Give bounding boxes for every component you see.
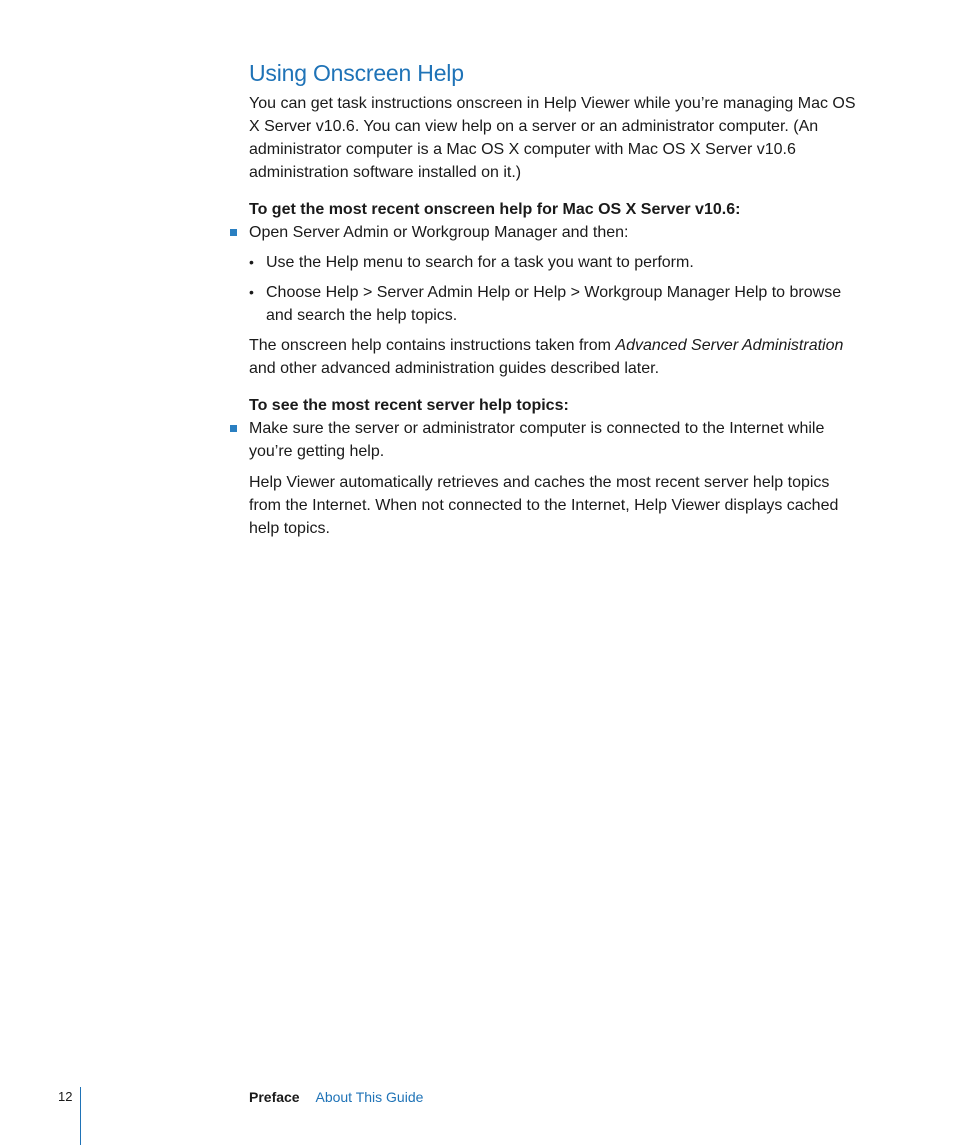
task-heading-onscreen-help: To get the most recent onscreen help for Mac OS X Server v10.6: xyxy=(249,201,741,218)
sub-step-list xyxy=(249,251,859,327)
onscreen-help-note xyxy=(249,334,859,380)
dot-bullet-icon: • xyxy=(249,284,254,300)
task-step-internet xyxy=(249,417,859,463)
footer-divider xyxy=(80,1087,81,1145)
list-item xyxy=(249,281,859,327)
page-content xyxy=(249,58,859,540)
footer-chapter xyxy=(249,1088,423,1106)
section-intro: You can get task instructions onscreen in Help Viewer while you’re managing Mac OS X Server v10.6. You can view help on a server or an administrator computer. (An administrator computer is a Mac OS X computer with Mac OS X Server v10.6 administration software installed on it.) xyxy=(249,95,856,181)
note-text-start: The onscreen help contains instructions taken from xyxy=(249,337,616,354)
square-bullet-icon xyxy=(230,425,237,432)
square-bullet-icon xyxy=(230,229,237,236)
section-title: Using Onscreen Help xyxy=(249,60,464,86)
task-step-open-apps xyxy=(249,221,859,244)
list-item-text: Choose Help > Server Admin Help or Help > Workgroup Manager Help to browse and search the help topics. xyxy=(266,284,842,324)
note-text-end: and other advanced administration guides described later. xyxy=(249,360,660,377)
footer-chapter-title: About This Guide xyxy=(315,1089,424,1105)
page-number: 12 xyxy=(58,1089,73,1104)
task-heading-help-topics: To see the most recent server help topics: xyxy=(249,397,569,414)
task-step-text: Open Server Admin or Workgroup Manager and then: xyxy=(249,224,629,241)
task-step-text: Make sure the server or administrator computer is connected to the Internet while you’re getting help. xyxy=(249,420,825,460)
help-viewer-note: Help Viewer automatically retrieves and caches the most recent server help topics from the Internet. When not connected to the Internet, Help Viewer displays cached help topics. xyxy=(249,474,839,537)
list-item xyxy=(249,251,859,274)
dot-bullet-icon: • xyxy=(249,254,254,270)
list-item-text: Use the Help menu to search for a task you want to perform. xyxy=(266,254,694,271)
book-title-reference: Advanced Server Administration xyxy=(615,337,844,354)
footer-chapter-label: Preface xyxy=(249,1089,300,1105)
